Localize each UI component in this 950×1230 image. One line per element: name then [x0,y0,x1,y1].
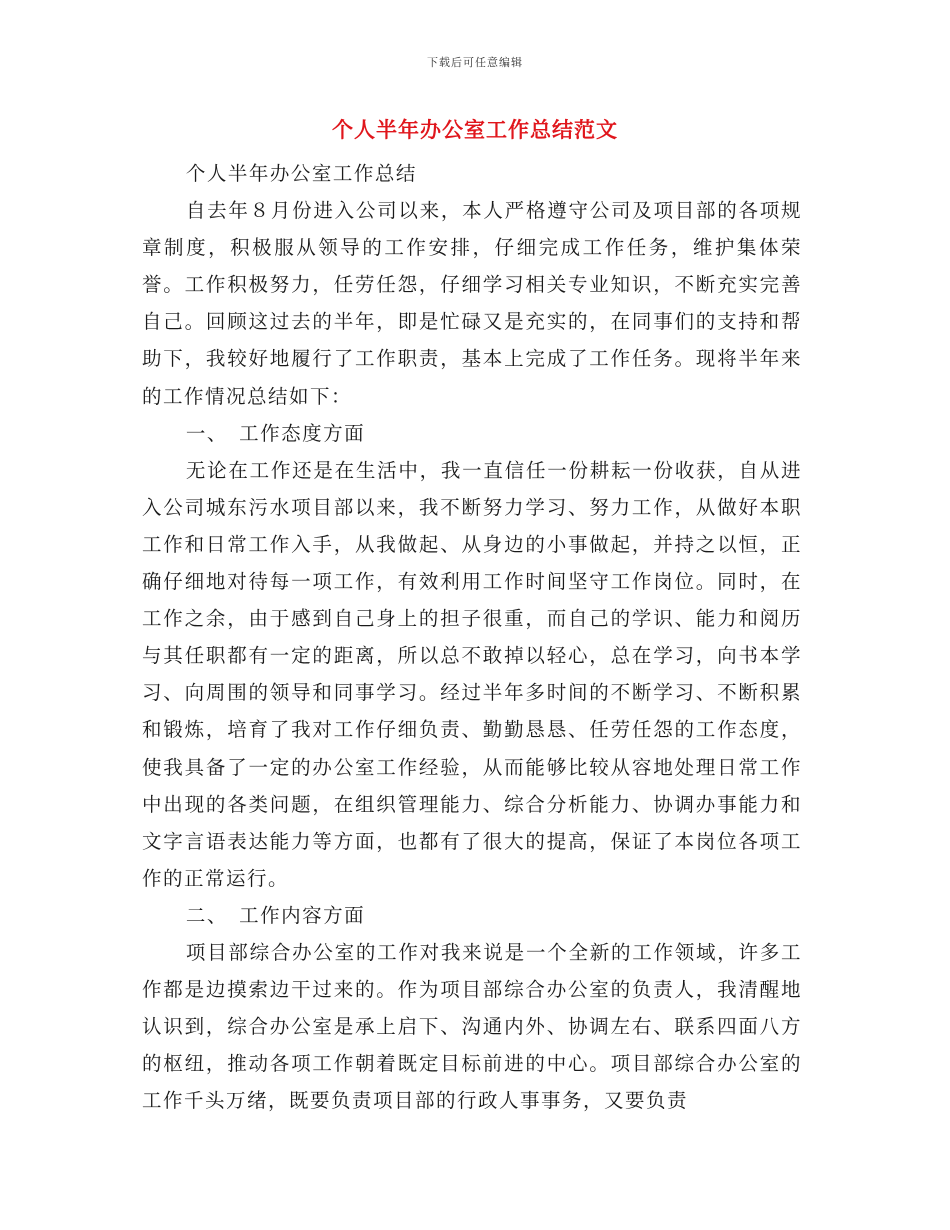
document-title: 个人半年办公室工作总结范文 [332,117,618,142]
section-paragraph-work-content: 项目部综合办公室的工作对我来说是一个全新的工作领域，许多工作都是边摸索边干过来的。作为项目部综合办公室的负责人，我清醒地认识到，综合办公室是承上启下、沟通内外、协调左右、联系四面八方的枢纽，推动各项工作朝着既定目标前进的中心。项目部综合办公室的工作千头万绪，既要负责项目部的行政人事事务，又要负责 [142,940,802,1113]
section-heading-work-attitude: 一、 工作态度方面 [185,421,366,445]
header-note: 下载后可任意编辑 [427,56,523,69]
document-body [142,155,802,1119]
intro-paragraph: 自去年８月份进入公司以来，本人严格遵守公司及项目部的各项规章制度，积极服从领导的工作安排，仔细完成工作任务，维护集体荣誉。工作积极努力，任劳任怨，仔细学习相关专业知识，不断充实完善自己。回顾这过去的半年，即是忙碌又是充实的，在同事们的支持和帮助下，我较好地履行了工作职责，基本上完成了工作任务。现将半年来的工作情况总结如下： [142,199,802,408]
section-heading-work-content: 二、 工作内容方面 [185,903,366,927]
document-subtitle: 个人半年办公室工作总结 [185,162,417,185]
section-paragraph-work-attitude: 无论在工作还是在生活中，我一直信任一份耕耘一份收获，自从进入公司城东污水项目部以来，我不断努力学习、努力工作，从做好本职工作和日常工作入手，从我做起、从身边的小事做起，并持之以恒，正确仔细地对待每一项工作，有效利用工作时间坚守工作岗位。同时，在工作之余，由于感到自己身上的担子很重，而自己的学识、能力和阅历与其任职都有一定的距离，所以总不敢掉以轻心，总在学习，向书本学习、向周围的领导和同事学习。经过半年多时间的不断学习、不断积累和锻炼，培育了我对工作仔细负责、勤勤恳恳、任劳任怨的工作态度，使我具备了一定的办公室工作经验，从而能够比较从容地处理日常工作中出现的各类问题，在组织管理能力、综合分析能力、协调办事能力和文字言语表达能力等方面，也都有了很大的提高，保证了本岗位各项工作的正常运行。 [142,458,802,890]
